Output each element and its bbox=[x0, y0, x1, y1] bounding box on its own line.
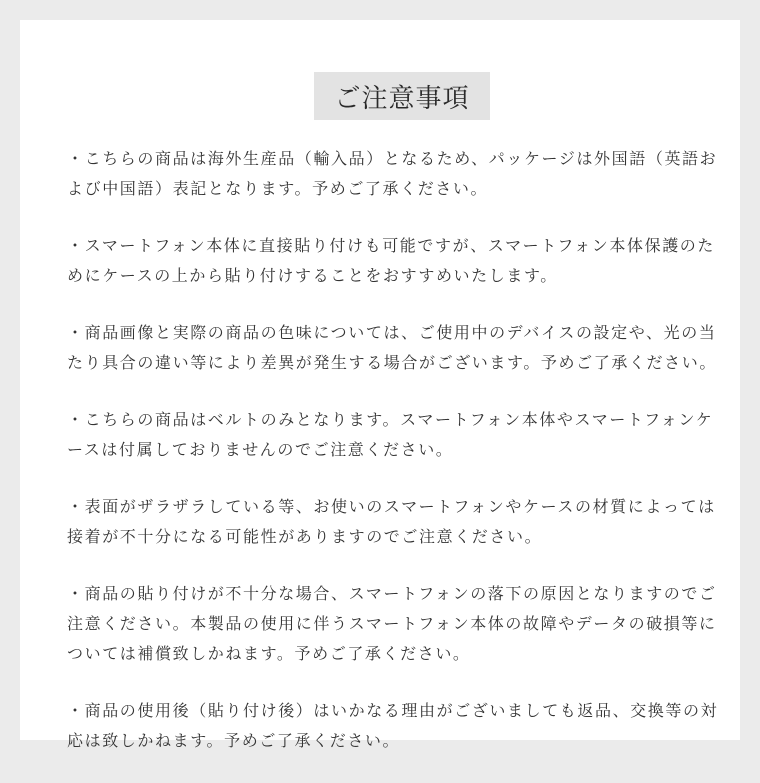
notice-line: めにケースの上から貼り付けすることをおすすめいたします。 bbox=[67, 266, 558, 285]
notice-item bbox=[67, 318, 743, 378]
notice-line: 応は致しかねます。予めご了承ください。 bbox=[67, 731, 401, 750]
notice-line: 接着が不十分になる可能性がありますのでご注意ください。 bbox=[67, 527, 543, 546]
notice-list bbox=[67, 144, 743, 783]
notice-line: ・商品画像と実際の商品の色味については、ご使用中のデバイスの設定や、光の当 bbox=[67, 323, 717, 342]
title-banner bbox=[314, 72, 490, 120]
notice-item bbox=[67, 696, 743, 756]
notice-item bbox=[67, 405, 743, 465]
notice-item bbox=[67, 231, 743, 291]
notice-card bbox=[20, 20, 740, 750]
notice-line: 注意ください。本製品の使用に伴うスマートフォン本体の故障やデータの破損等に bbox=[67, 614, 717, 633]
notice-line: ・商品の使用後（貼り付け後）はいかなる理由がございましても返品、交換等の対 bbox=[67, 701, 719, 720]
notice-line: ・スマートフォン本体に直接貼り付けも可能ですが、スマートフォン本体保護のた bbox=[67, 236, 716, 255]
notice-line: たり具合の違い等により差異が発生する場合がございます。予めご了承ください。 bbox=[67, 353, 717, 372]
notice-item bbox=[67, 492, 743, 552]
notice-line: ・商品の貼り付けが不十分な場合、スマートフォンの落下の原因となりますのでご bbox=[67, 584, 717, 603]
notice-line: ・表面がザラザラしている等、お使いのスマートフォンやケースの材質によっては bbox=[67, 497, 716, 516]
page-title: ご注意事項 bbox=[334, 83, 470, 114]
notice-item bbox=[67, 579, 743, 669]
notice-line: ・こちらの商品はベルトのみとなります。スマートフォン本体やスマートフォンケ bbox=[67, 410, 714, 429]
notice-line: ースは付属しておりませんのでご注意ください。 bbox=[67, 440, 454, 459]
notice-item bbox=[67, 144, 743, 204]
notice-line: ・こちらの商品は海外生産品（輸入品）となるため、パッケージは外国語（英語お bbox=[67, 149, 718, 168]
notice-line: ついては補償致しかねます。予めご了承ください。 bbox=[67, 644, 471, 663]
notice-line: よび中国語）表記となります。予めご了承ください。 bbox=[67, 179, 489, 198]
